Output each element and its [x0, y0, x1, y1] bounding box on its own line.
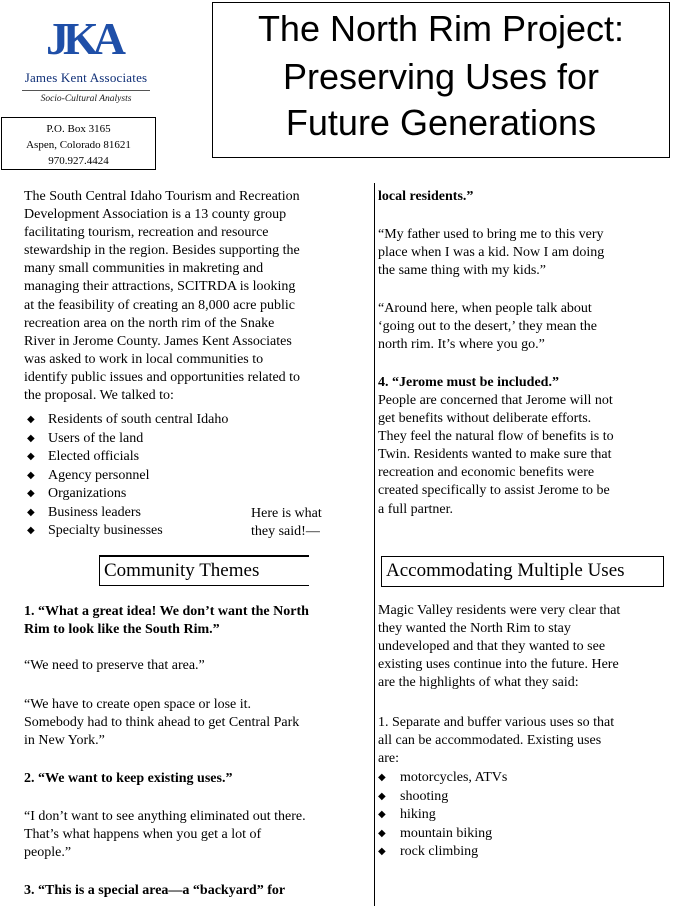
- diamond-bullet-icon: ◆: [27, 525, 35, 536]
- text-line: The South Central Idaho Tourism and Recreation: [24, 189, 300, 204]
- list-item-label: Agency personnel: [48, 467, 150, 483]
- list-item: [27, 485, 228, 504]
- text-line: They feel the natural flow of benefits is to: [378, 429, 614, 445]
- address-po-box: P.O. Box 3165: [46, 123, 111, 135]
- quote-my-father: “My father used to bring me to this very place when I was a kid. Now I am doing the same thing with my kids.”: [378, 227, 605, 279]
- separate-uses-item: [378, 714, 614, 768]
- list-item: [378, 843, 507, 862]
- text-line: managing their attractions, SCITRDA is looking: [24, 279, 296, 295]
- list-item-label: Residents of south central Idaho: [48, 412, 229, 427]
- logo-divider: [22, 90, 150, 91]
- diamond-bullet-icon: ◆: [27, 488, 35, 499]
- here-is-what-they-said: Here is what they said!—: [251, 506, 322, 540]
- diamond-bullet-icon: ◆: [378, 827, 386, 839]
- text-line: Twin. Residents wanted to make sure that: [378, 447, 612, 463]
- text-line: recreation and economic benefits were: [378, 465, 595, 481]
- title-box: [212, 2, 670, 158]
- text-line: recreation area on the north rim of the Snake: [24, 315, 275, 331]
- list-item: [378, 769, 507, 788]
- list-item-label: rock climbing: [400, 844, 479, 859]
- column-divider: [374, 183, 375, 906]
- list-item-label: Elected officials: [48, 449, 140, 464]
- list-item-label: Users of the land: [48, 430, 144, 446]
- address-city: Aspen, Colorado 81621: [26, 139, 131, 151]
- theme-2: 2. “We want to keep existing uses.”: [24, 771, 233, 786]
- text-line: are:: [378, 751, 399, 767]
- diamond-bullet-icon: ◆: [27, 469, 35, 481]
- jerome-paragraph: [378, 392, 614, 519]
- diamond-bullet-icon: ◆: [27, 451, 35, 462]
- talked-to-list: [27, 411, 228, 541]
- list-item: [27, 467, 228, 486]
- diamond-bullet-icon: ◆: [27, 506, 35, 518]
- list-item: [27, 504, 228, 523]
- quote-open-space: “We have to create open space or lose it. Somebody had to think ahead to get Central Park in New York.”: [24, 697, 300, 749]
- community-themes-rule: [99, 555, 309, 556]
- multiple-uses-heading: Accommodating Multiple Uses: [381, 556, 664, 587]
- text-line: identify public issues and opportunities related to: [24, 369, 301, 385]
- text-line: was asked to work in local communities to: [24, 351, 264, 367]
- text-line: stewardship in the region. Besides supporting the: [24, 243, 300, 259]
- list-item: [378, 788, 507, 807]
- text-line: facilitating tourism, recreation and resource: [24, 225, 269, 241]
- text-line: many small communities in makreting and: [24, 261, 264, 277]
- company-tagline: Socio-Cultural Analysts: [40, 94, 132, 104]
- text-line: People are concerned that Jerome will not: [378, 393, 613, 408]
- list-item-label: Organizations: [48, 486, 127, 501]
- text-line: 1. Separate and buffer various uses so that: [378, 715, 615, 730]
- text-line: at the feasibility of creating an 8,000 acre public: [24, 297, 295, 313]
- list-item: [378, 806, 507, 825]
- list-item: [27, 522, 228, 541]
- company-logo: [6, 2, 166, 114]
- diamond-bullet-icon: ◆: [27, 414, 35, 425]
- text-line: created specifically to assist Jerome to be: [378, 483, 610, 499]
- diamond-bullet-icon: ◆: [27, 432, 35, 444]
- list-item-label: mountain biking: [400, 825, 493, 841]
- diamond-bullet-icon: ◆: [378, 809, 386, 820]
- text-line: undeveloped and that they wanted to see: [378, 639, 606, 655]
- text-line: all can be accommodated. Existing uses: [378, 733, 602, 749]
- text-line: a full partner.: [378, 501, 454, 517]
- list-item-label: hiking: [400, 807, 436, 822]
- diamond-bullet-icon: ◆: [378, 846, 386, 857]
- text-line: are the highlights of what they said:: [378, 675, 579, 691]
- list-item: [27, 430, 228, 449]
- address-phone: 970.927.4424: [48, 155, 109, 167]
- text-line: Magic Valley residents were very clear that: [378, 603, 621, 618]
- list-item-label: shooting: [400, 788, 449, 804]
- text-line: River in Jerome County. James Kent Associates: [24, 333, 292, 349]
- text-line: the proposal. We talked to:: [24, 388, 174, 404]
- theme-1: 1. “What a great idea! We don’t want the North Rim to look like the South Rim.”: [24, 604, 309, 638]
- theme-3: 3. “This is a special area—a “backyard” for: [24, 883, 286, 898]
- list-item: [27, 411, 228, 430]
- list-item-label: Business leaders: [48, 504, 141, 520]
- theme-3-continued: local residents.”: [378, 189, 474, 204]
- text-line: they wanted the North Rim to stay: [378, 621, 571, 637]
- theme-4: 4. “Jerome must be included.”: [378, 375, 559, 390]
- existing-uses-list: [378, 769, 507, 862]
- svg-text:JKA: JKA: [46, 13, 120, 64]
- list-item: [27, 448, 228, 467]
- quote-eliminated: “I don’t want to see anything eliminated out there. That’s what happens when you get a lot of people.”: [24, 809, 306, 861]
- company-name: James Kent Associates: [24, 70, 148, 85]
- diamond-bullet-icon: ◆: [378, 772, 386, 783]
- multiple-uses-intro: [378, 602, 620, 692]
- title-line-1: The North Rim Project:: [257, 8, 625, 49]
- list-item-label: Specialty businesses: [48, 523, 163, 538]
- quote-preserve: “We need to preserve that area.”: [24, 658, 205, 673]
- title-line-3: Future Generations: [285, 102, 597, 143]
- list-item: [378, 825, 507, 844]
- title-line-2: Preserving Uses for: [282, 56, 600, 97]
- diamond-bullet-icon: ◆: [378, 790, 386, 802]
- text-line: Development Association is a 13 county group: [24, 207, 287, 223]
- list-item-label: motorcycles, ATVs: [400, 770, 508, 785]
- quote-around-here: “Around here, when people talk about ‘going out to the desert,’ they mean the north rim. It’s where you go.”: [378, 301, 598, 353]
- intro-paragraph: [24, 188, 300, 405]
- text-line: existing uses continue into the future. Here: [378, 657, 619, 673]
- text-line: get benefits without deliberate efforts.: [378, 411, 592, 427]
- address-box: [1, 117, 156, 170]
- community-themes-heading: Community Themes: [99, 556, 309, 586]
- jka-monogram-icon: [46, 8, 120, 66]
